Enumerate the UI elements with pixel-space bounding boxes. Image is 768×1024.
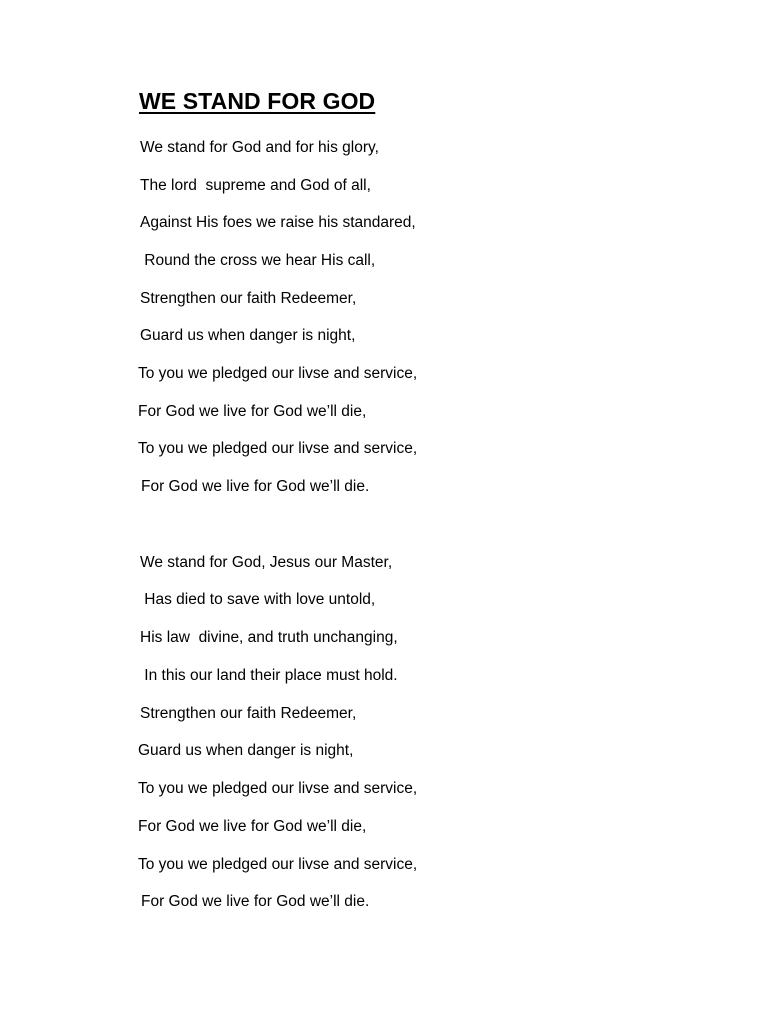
verse-2-line-9: To you we pledged our livse and service, (138, 856, 418, 873)
verse-2-line-4: In this our land their place must hold. (140, 667, 398, 684)
verse-1-line-10: For God we live for God we’ll die. (141, 478, 370, 495)
verse-2-line-8: For God we live for God we’ll die, (138, 818, 367, 835)
verse-1-line-6: Guard us when danger is night, (140, 327, 356, 344)
verse-2-line-10: For God we live for God we’ll die. (141, 893, 370, 910)
verse-1-line-9: To you we pledged our livse and service, (138, 440, 418, 457)
verse-2-line-5: Strengthen our faith Redeemer, (140, 705, 357, 722)
verse-2-line-2: Has died to save with love untold, (140, 591, 376, 608)
page-title: WE STAND FOR GOD (139, 88, 376, 114)
verse-2-line-1: We stand for God, Jesus our Master, (140, 554, 393, 571)
verse-1-line-4: Round the cross we hear His call, (140, 252, 376, 269)
verse-1-line-2: The lord supreme and God of all, (140, 177, 371, 194)
verse-1-line-7: To you we pledged our livse and service, (138, 365, 418, 382)
verse-1-line-1: We stand for God and for his glory, (140, 139, 379, 156)
verse-2-line-6: Guard us when danger is night, (138, 742, 354, 759)
verse-1-line-3: Against His foes we raise his standared, (140, 214, 416, 231)
verse-2-line-3: His law divine, and truth unchanging, (140, 629, 398, 646)
verse-2-line-7: To you we pledged our livse and service, (138, 780, 418, 797)
verse-1-line-5: Strengthen our faith Redeemer, (140, 290, 357, 307)
verse-1-line-8: For God we live for God we’ll die, (138, 403, 367, 420)
